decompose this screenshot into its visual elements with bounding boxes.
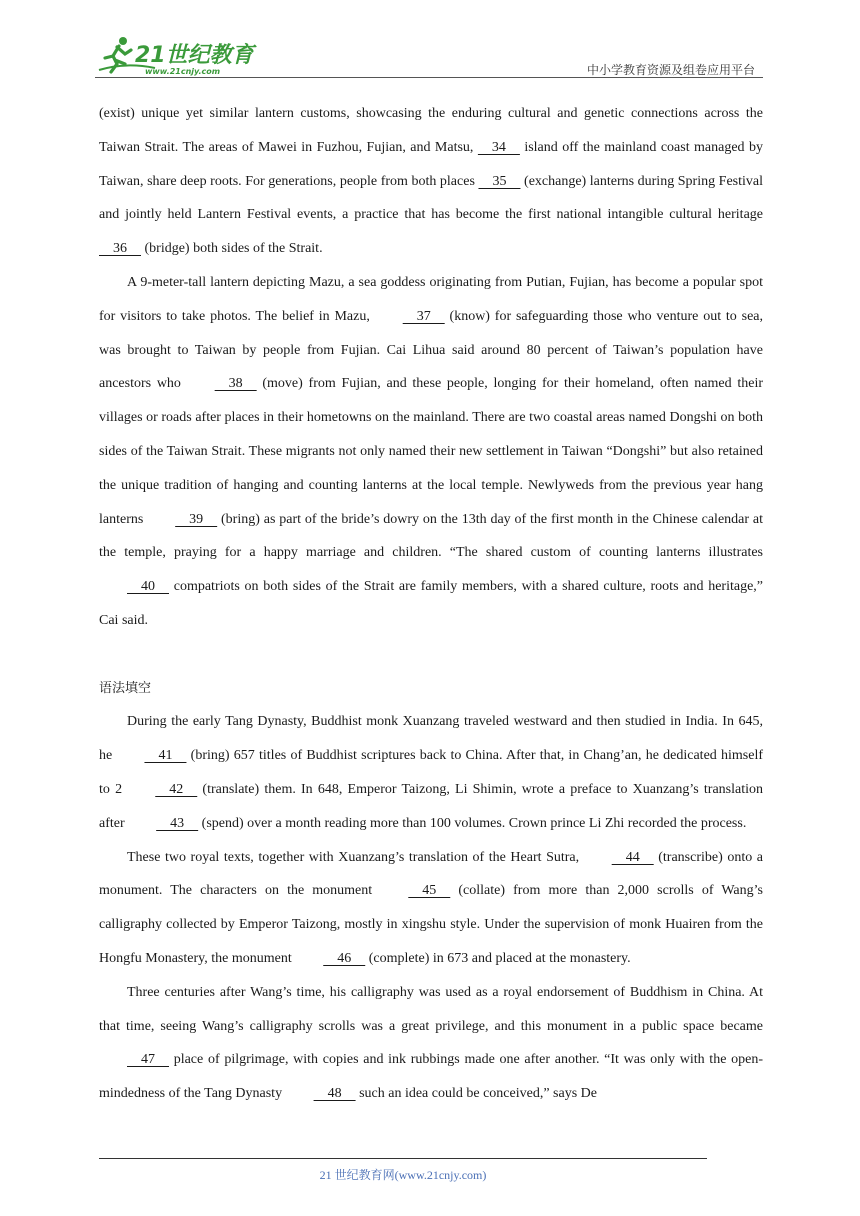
page-header [95, 32, 763, 78]
blank-42: 42 [155, 781, 198, 797]
blank-43: 43 [156, 815, 199, 831]
document-body [99, 97, 763, 1111]
blank-48: 48 [313, 1086, 356, 1102]
blank-39: 39 [175, 511, 218, 527]
blank-41: 41 [144, 748, 187, 764]
header-platform-name: 中小学教育资源及组卷应用平台 [586, 63, 755, 77]
logo-21cnjy [95, 34, 265, 76]
paragraph: (exist) unique yet similar lantern customs, showcasing the enduring cultural and genetic connections across the Taiwan Strait. The areas of Mawei in Fuzhou, Fujian, and Matsu, 34 island off the mainland coast managed by Taiwan, share deep roots. For generations, people from both places 35 (exchange) lanterns during Spring Festival and jointly held Lantern Festival events, a practice that has become the first national intangible cultural heritage 36 (bridge) both sides of the Strait. [99, 97, 763, 266]
blank-35: 35 [478, 173, 521, 189]
logo-text: 21世纪教育 [135, 43, 254, 68]
footer-text: 21 世纪教育网(www.21cnjy.com) [319, 1168, 487, 1182]
blank-34: 34 [477, 139, 520, 155]
footer-divider [99, 1158, 707, 1159]
paragraph: These two royal texts, together with Xuanzang’s translation of the Heart Sutra, 44 (transcribe) onto a monument. The characters on the monument 45 (collate) from more than 2,000 scrolls of Wang’s calligraphy collected by Emperor Taizong, mostly in xingshu style. Under the supervision of monk Huairen from the Hongfu Monastery, the monument 46 (complete) in 673 and placed at the monastery. [99, 841, 763, 976]
logo-url: www.21cnjy.com [145, 67, 221, 76]
blank-45: 45 [408, 883, 451, 899]
blank-37: 37 [402, 308, 445, 324]
paragraph: During the early Tang Dynasty, Buddhist monk Xuanzang traveled westward and then studied in India. In 645, he 41 (bring) 657 titles of Buddhist scriptures back to China. After that, in Chang’an, he dedicated himself to 2 42 (translate) them. In 648, Emperor Taizong, Li Shimin, wrote a preface to Xuanzang’s translation after 43 (spend) over a month reading more than 100 volumes. Crown prince Li Zhi recorded the process. [99, 705, 763, 840]
blank-36: 36 [99, 241, 141, 257]
header-divider [95, 77, 763, 78]
section-title: 语法填空 [99, 680, 152, 696]
blank-46: 46 [323, 950, 366, 966]
blank-47: 47 [127, 1052, 169, 1068]
paragraph: A 9-meter-tall lantern depicting Mazu, a sea goddess originating from Putian, Fujian, has become a popular spot for visitors to take photos. The belief in Mazu, 37 (know) for safeguarding those who venture out to sea, was brought to Taiwan by people from Fujian. Cai Lihua said around 80 percent of Taiwan’s population have ancestors who 38 (move) from Fujian, and these people, longing for their homeland, often named their villages or roads after places in their hometowns on the mainland. There are two coastal areas named Dongshi on both sides of the Taiwan Strait. These migrants not only named their new settlement in Taiwan “Dongshi” but also retained the unique tradition of hanging and counting lanterns at the local temple. Newlyweds from the previous year hang lanterns 39 (bring) as part of the bride’s dowry on the 13th day of the first month in the Chinese calendar at the temple, praying for a happy marriage and children. “The shared custom of counting lanterns illustrates 40 compatriots on both sides of the Strait are family members, with a shared culture, roots and heritage,” Cai said. [99, 274, 764, 628]
paragraph: Three centuries after Wang’s time, his calligraphy was used as a royal endorsement of Buddhism in China. At that time, seeing Wang’s calligraphy scrolls was a great privilege, and this monument in a public space became 47 place of pilgrimage, with copies and ink rubbings made one after another. “It was only with the open-mindedness of the Tang Dynasty 48 such an idea could be conceived,” says De [99, 976, 763, 1111]
blank-44: 44 [611, 849, 654, 865]
blank-38: 38 [214, 376, 257, 392]
blank-40: 40 [127, 579, 169, 595]
